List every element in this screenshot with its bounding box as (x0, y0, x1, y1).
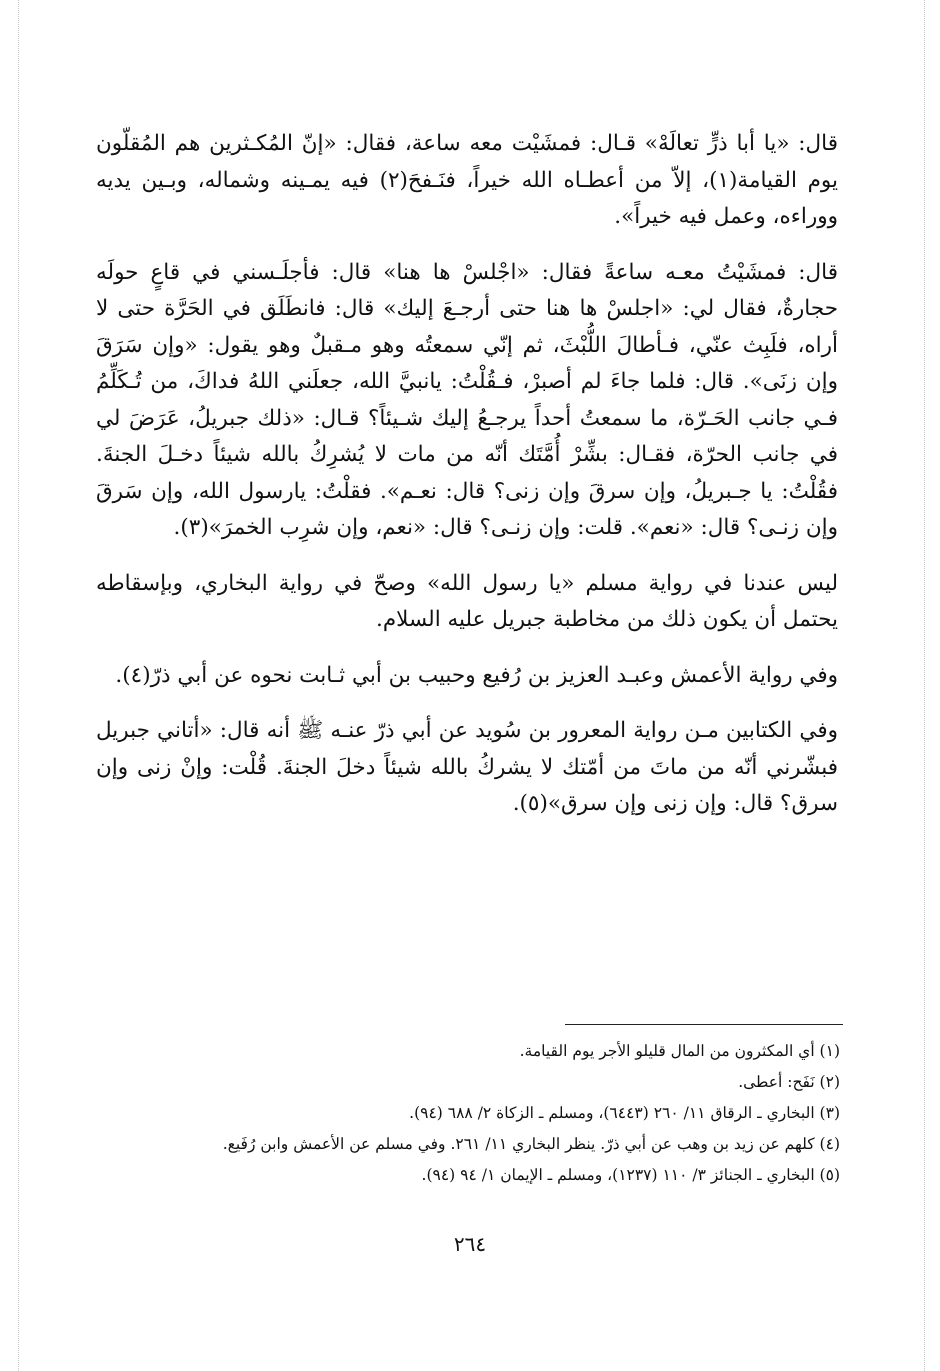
paragraph-5: وفي الكتابين مـن رواية المعرور بن سُويد عن أبي ذرّ عنـه ﷺ أنه قال: «أتاني جبريل فبشّرني أنّه من ماتَ من أمّتك لا يشركُ بالله شيئاً دخلَ الجنةَ. قُلْت: وإنْ زنى وإن سرق؟ قال: وإن زنى وإن سرق»(٥). (96, 718, 838, 816)
footnote-3: (٣) البخاري ـ الرقاق ١١/ ٢٦٠ (٦٤٤٣)، ومسلم ـ الزكاة ٢/ ٦٨٨ (٩٤). (409, 1104, 840, 1122)
left-scan-edge (18, 0, 19, 1371)
footnote-4: (٤) كلهم عن زيد بن وهب عن أبي ذرّ. ينظر البخاري ١١/ ٢٦١. وفي مسلم عن الأعمش وابن رُفَيع. (222, 1135, 840, 1153)
right-scan-edge (924, 0, 925, 1371)
footnotes (96, 1036, 840, 1191)
paragraph-3: ليس عندنا في رواية مسلم «يا رسول الله» وصحّ في رواية البخاري، وبإسقاطه يحتمل أن يكون ذلك من مخاطبة جبريل عليه السلام. (96, 570, 838, 632)
footnote-2: (٢) نَفَح: أعطى. (738, 1073, 840, 1091)
footnote-1: (١) أي المكثرون من المال قليلو الأجر يوم القيامة. (519, 1042, 840, 1060)
page-number: ٢٦٤ (453, 1232, 487, 1256)
main-text (96, 126, 838, 842)
paragraph-2: قال: فمشَيْتُ معـه ساعةً فقال: «اجْلسْ ها هنا» قال: فأجلَـسني في قاعٍ حولَه حجارةٌ، فقال لي: «اجلسْ ها هنا حتى أرجـعَ إليك» قال: فانطَلَق في الحَرَّة حتى لا أراه، فلَبِث عنّي، فـأطالَ اللُّبْثَ، ثم إنّي سمعتُه وهو مـقبلٌ وهو يقول: «وإن سَرَقَ وإن زنَى». قال: فلما جاءَ لم أصبرْ، فـقُلْتُ: يانبيَّ الله، جعلَني اللهُ فداكَ، من تُـكَلِّمُ فـي جانب الحَـرّة، ما سمعتُ أحداً يرجـعُ إليك شـيئاً؟ قـال: «ذلك جبريلُ، عَرَضَ لي في جانب الحرّة، فقـال: بشِّرْ أُمَّتَك أنّه من مات لا يُشرِكُ بالله شيئاً دخـلَ الجنةَ. فقُلْتُ: يا جـبريلُ، وإن سرقَ وإن زنى؟ قال: نعـم». فقلْتُ: يارسول الله، وإن سَرقَ وإن زنـى؟ قال: «نعم». قلت: وإن زنـى؟ قال: «نعم، وإن شرِب الخمرَ»(٣). (96, 259, 838, 540)
paragraph-1: قال: «يا أبا ذرٍّ تعالَهْ» قـال: فمشَيْت معه ساعة، فقال: «إنّ المُكـثرين هم المُقلّون يوم القيامة(١)، إلاّ من أعطـاه الله خيراً، فنَـفحَ(٢) فيه يمـينه وشماله، وبـين يديه ووراءه، وعمل فيه خيراً». (96, 131, 838, 229)
footnote-5: (٥) البخاري ـ الجنائز ٣/ ١١٠ (١٢٣٧)، ومسلم ـ الإيمان ١/ ٩٤ (٩٤). (421, 1166, 840, 1184)
paragraph-4: وفي رواية الأعمش وعبـد العزيز بن رُفيع وحبيب بن أبي ثـابت نحوه عن أبي ذرّ(٤). (115, 662, 838, 688)
footnote-separator (565, 1024, 843, 1025)
